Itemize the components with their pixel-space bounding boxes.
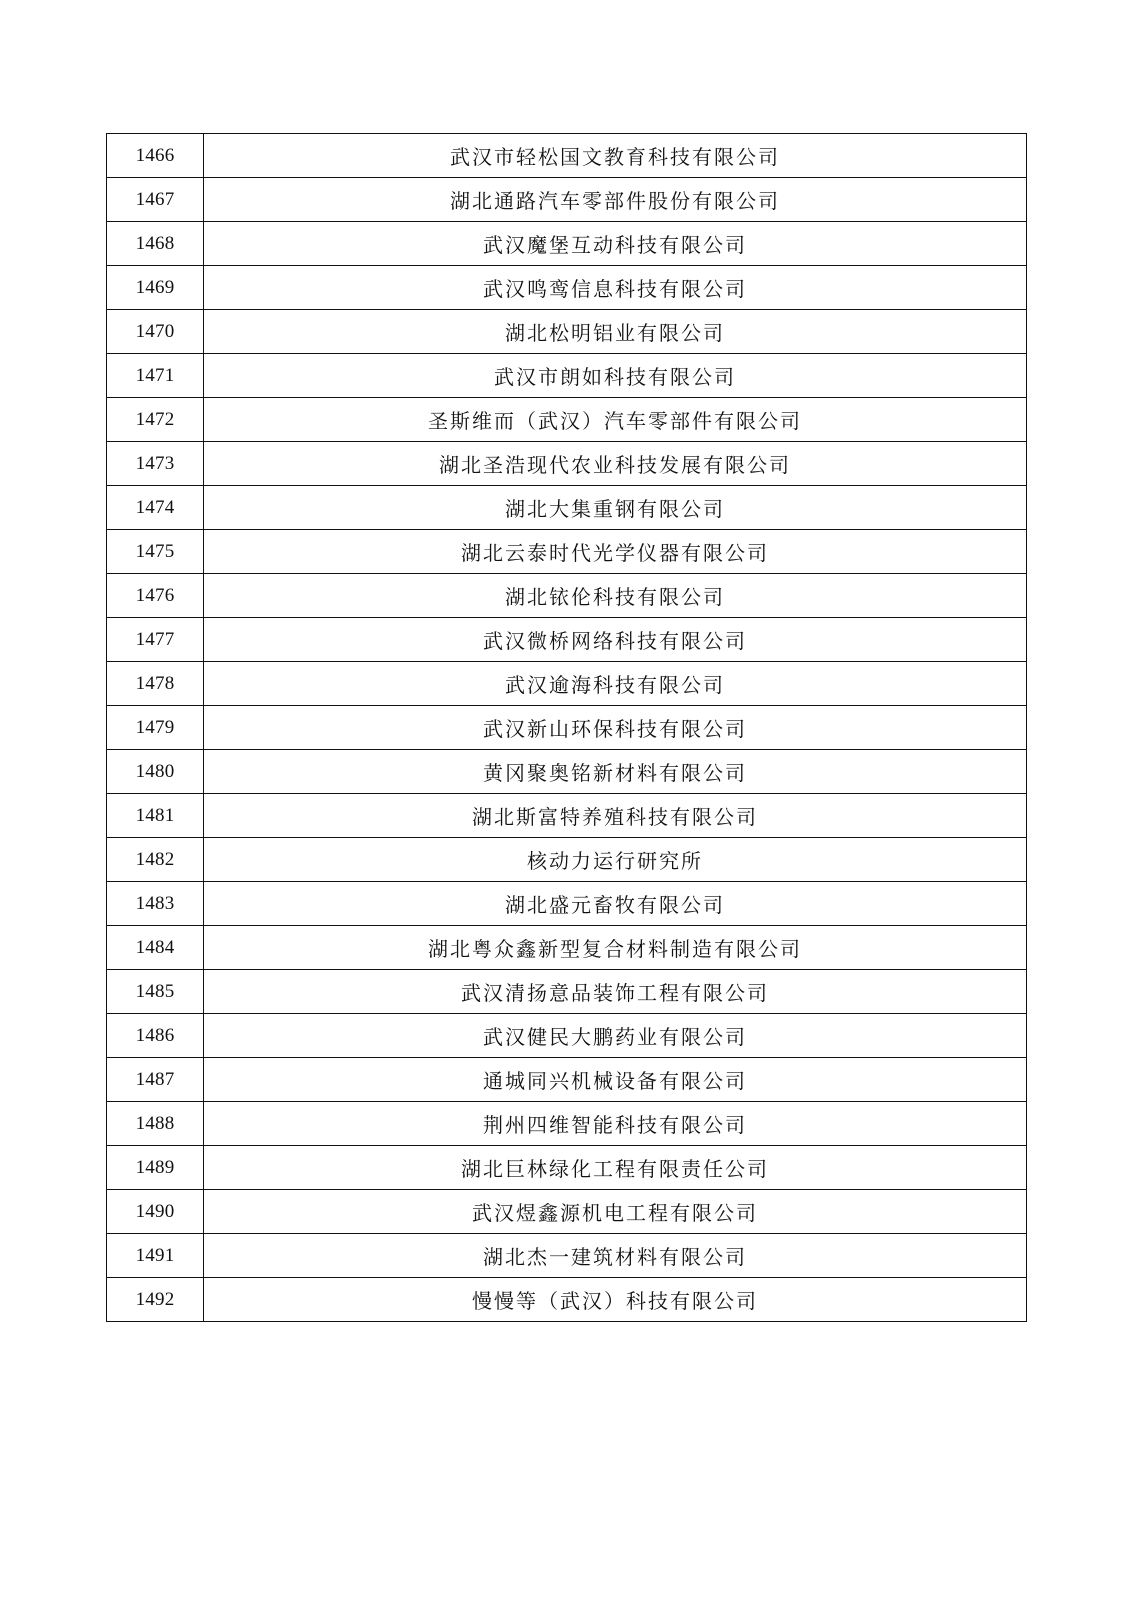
row-number-cell: 1487 bbox=[107, 1058, 204, 1102]
company-list-table bbox=[106, 133, 1027, 1322]
row-number-cell: 1483 bbox=[107, 882, 204, 926]
company-name-cell: 湖北巨林绿化工程有限责任公司 bbox=[204, 1146, 1027, 1190]
table-row bbox=[107, 750, 1027, 794]
row-number-cell: 1488 bbox=[107, 1102, 204, 1146]
table-row bbox=[107, 222, 1027, 266]
company-name-cell: 湖北通路汽车零部件股份有限公司 bbox=[204, 178, 1027, 222]
company-name-cell: 武汉魔堡互动科技有限公司 bbox=[204, 222, 1027, 266]
table-row bbox=[107, 970, 1027, 1014]
table-row bbox=[107, 1102, 1027, 1146]
company-name-cell: 武汉市朗如科技有限公司 bbox=[204, 354, 1027, 398]
company-name-cell: 湖北杰一建筑材料有限公司 bbox=[204, 1234, 1027, 1278]
company-name-cell: 武汉煜鑫源机电工程有限公司 bbox=[204, 1190, 1027, 1234]
company-name-cell: 湖北云泰时代光学仪器有限公司 bbox=[204, 530, 1027, 574]
table-row bbox=[107, 706, 1027, 750]
row-number-cell: 1469 bbox=[107, 266, 204, 310]
company-name-cell: 武汉清扬意品装饰工程有限公司 bbox=[204, 970, 1027, 1014]
company-name-cell: 武汉健民大鹏药业有限公司 bbox=[204, 1014, 1027, 1058]
table-row bbox=[107, 398, 1027, 442]
row-number-cell: 1484 bbox=[107, 926, 204, 970]
company-name-cell: 武汉微桥网络科技有限公司 bbox=[204, 618, 1027, 662]
company-name-cell: 通城同兴机械设备有限公司 bbox=[204, 1058, 1027, 1102]
company-name-cell: 黄冈聚奥铭新材料有限公司 bbox=[204, 750, 1027, 794]
company-name-cell: 湖北斯富特养殖科技有限公司 bbox=[204, 794, 1027, 838]
company-name-cell: 核动力运行研究所 bbox=[204, 838, 1027, 882]
row-number-cell: 1482 bbox=[107, 838, 204, 882]
row-number-cell: 1467 bbox=[107, 178, 204, 222]
table-row bbox=[107, 530, 1027, 574]
company-name-cell: 湖北圣浩现代农业科技发展有限公司 bbox=[204, 442, 1027, 486]
table-row bbox=[107, 926, 1027, 970]
row-number-cell: 1491 bbox=[107, 1234, 204, 1278]
company-name-cell: 荆州四维智能科技有限公司 bbox=[204, 1102, 1027, 1146]
company-name-cell: 武汉逾海科技有限公司 bbox=[204, 662, 1027, 706]
row-number-cell: 1480 bbox=[107, 750, 204, 794]
table-row bbox=[107, 486, 1027, 530]
row-number-cell: 1473 bbox=[107, 442, 204, 486]
row-number-cell: 1492 bbox=[107, 1278, 204, 1322]
company-name-cell: 武汉鸣鸾信息科技有限公司 bbox=[204, 266, 1027, 310]
company-list-body bbox=[107, 134, 1027, 1322]
table-row bbox=[107, 134, 1027, 178]
company-name-cell: 湖北粤众鑫新型复合材料制造有限公司 bbox=[204, 926, 1027, 970]
row-number-cell: 1476 bbox=[107, 574, 204, 618]
row-number-cell: 1471 bbox=[107, 354, 204, 398]
company-name-cell: 圣斯维而（武汉）汽车零部件有限公司 bbox=[204, 398, 1027, 442]
row-number-cell: 1485 bbox=[107, 970, 204, 1014]
table-row bbox=[107, 838, 1027, 882]
table-row bbox=[107, 618, 1027, 662]
company-name-cell: 湖北铱伦科技有限公司 bbox=[204, 574, 1027, 618]
company-name-cell: 湖北大集重钢有限公司 bbox=[204, 486, 1027, 530]
company-name-cell: 湖北盛元畜牧有限公司 bbox=[204, 882, 1027, 926]
row-number-cell: 1478 bbox=[107, 662, 204, 706]
table-row bbox=[107, 1014, 1027, 1058]
table-row bbox=[107, 442, 1027, 486]
row-number-cell: 1481 bbox=[107, 794, 204, 838]
company-name-cell: 慢慢等（武汉）科技有限公司 bbox=[204, 1278, 1027, 1322]
table-row bbox=[107, 1190, 1027, 1234]
table-row bbox=[107, 1234, 1027, 1278]
row-number-cell: 1470 bbox=[107, 310, 204, 354]
table-row bbox=[107, 574, 1027, 618]
row-number-cell: 1468 bbox=[107, 222, 204, 266]
company-name-cell: 武汉市轻松国文教育科技有限公司 bbox=[204, 134, 1027, 178]
table-row bbox=[107, 882, 1027, 926]
table-row bbox=[107, 310, 1027, 354]
table-row bbox=[107, 1146, 1027, 1190]
row-number-cell: 1489 bbox=[107, 1146, 204, 1190]
table-row bbox=[107, 794, 1027, 838]
row-number-cell: 1472 bbox=[107, 398, 204, 442]
row-number-cell: 1479 bbox=[107, 706, 204, 750]
row-number-cell: 1486 bbox=[107, 1014, 204, 1058]
row-number-cell: 1490 bbox=[107, 1190, 204, 1234]
table-row bbox=[107, 1278, 1027, 1322]
row-number-cell: 1474 bbox=[107, 486, 204, 530]
row-number-cell: 1475 bbox=[107, 530, 204, 574]
company-name-cell: 湖北松明铝业有限公司 bbox=[204, 310, 1027, 354]
table-row bbox=[107, 662, 1027, 706]
table-row bbox=[107, 266, 1027, 310]
row-number-cell: 1477 bbox=[107, 618, 204, 662]
table-row bbox=[107, 1058, 1027, 1102]
table-row bbox=[107, 354, 1027, 398]
table-row bbox=[107, 178, 1027, 222]
company-name-cell: 武汉新山环保科技有限公司 bbox=[204, 706, 1027, 750]
row-number-cell: 1466 bbox=[107, 134, 204, 178]
